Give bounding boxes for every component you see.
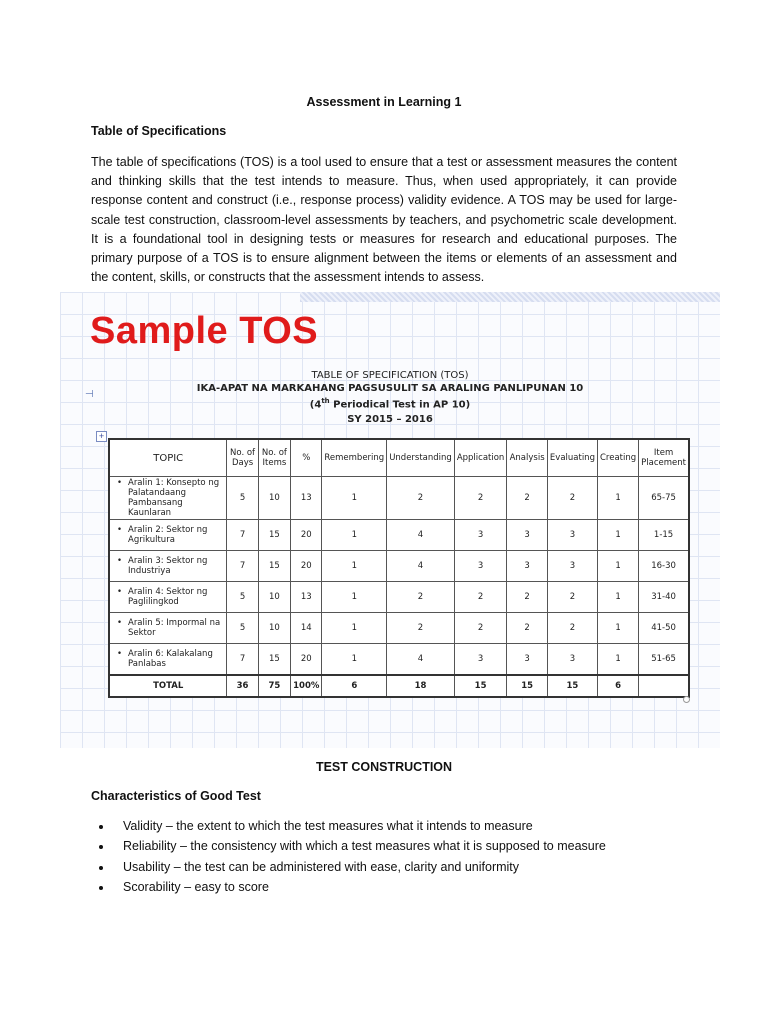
value-cell: 1: [322, 613, 387, 644]
value-cell: 1: [597, 582, 638, 613]
value-cell: 16-30: [639, 551, 689, 582]
value-cell: 15: [258, 520, 290, 551]
value-cell: 2: [387, 613, 455, 644]
section-title-tos: Table of Specifications: [91, 124, 227, 138]
value-cell: 1: [322, 477, 387, 520]
characteristics-list: [91, 816, 606, 897]
table-move-handle-icon[interactable]: +: [96, 431, 107, 442]
table-row: [109, 477, 689, 520]
value-cell: 13: [291, 477, 322, 520]
test-construction-title: TEST CONSTRUCTION: [315, 760, 453, 774]
value-cell: 5: [227, 477, 258, 520]
table-subtitle: IKA-APAT NA MARKAHANG PAGSUSULIT SA ARALING PANLIPUNAN 10: [196, 383, 584, 394]
value-cell: 7: [227, 551, 258, 582]
table-header-row: [109, 439, 689, 477]
value-cell: 1: [322, 644, 387, 676]
total-cell: 18: [387, 675, 455, 697]
value-cell: 1: [322, 582, 387, 613]
value-cell: 41-50: [639, 613, 689, 644]
image-resize-handle[interactable]: [683, 696, 690, 703]
topic-cell: • Aralin 2: Sektor ng Agrikultura: [109, 520, 227, 551]
total-cell: 15: [547, 675, 597, 697]
value-cell: 1: [597, 613, 638, 644]
total-cell: [639, 675, 689, 697]
value-cell: 2: [507, 477, 548, 520]
tos-paragraph: The table of specifications (TOS) is a tool used to ensure that a test or assessment measures the content and thinking skills that the test intends to measure. Thus, when used appropriately, it can provide response content and construct (i.e., response process) validity evidence. A TOS may be used for large-scale test construction, classroom-level assessments by teachers, and psychometric scale development. It is a foundational tool in designing tests or measures for research and educational purposes. The primary purpose of a TOS is to ensure alignment between the items or elements of an assessment and the content, skills, or constructs that the assessment intends to assess.: [91, 155, 677, 285]
table-row: [109, 551, 689, 582]
table-subtitle-2: [60, 397, 720, 410]
value-cell: 2: [454, 477, 507, 520]
total-cell: 36: [227, 675, 258, 697]
total-cell: 100%: [291, 675, 322, 697]
sample-tos-image: [60, 292, 720, 748]
value-cell: 3: [454, 520, 507, 551]
anchor-icon: ⊣: [85, 389, 94, 400]
value-cell: 4: [387, 520, 455, 551]
value-cell: 15: [258, 644, 290, 676]
image-top-bar: [300, 292, 720, 302]
value-cell: 4: [387, 644, 455, 676]
value-cell: 7: [227, 520, 258, 551]
subtitle-2-sup: th: [321, 397, 330, 405]
value-cell: 31-40: [639, 582, 689, 613]
value-cell: 3: [507, 551, 548, 582]
topic-cell: • Aralin 5: Impormal na Sektor: [109, 613, 227, 644]
value-cell: 2: [507, 613, 548, 644]
col-header: No. of Days: [227, 439, 258, 477]
col-header: Creating: [597, 439, 638, 477]
value-cell: 7: [227, 644, 258, 676]
value-cell: 3: [547, 551, 597, 582]
value-cell: 2: [454, 613, 507, 644]
topic-cell: • Aralin 6: Kalakalang Panlabas: [109, 644, 227, 676]
tos-table: [108, 438, 690, 698]
value-cell: 20: [291, 644, 322, 676]
value-cell: 3: [507, 644, 548, 676]
page-title: Assessment in Learning 1: [306, 95, 462, 109]
table-title: TABLE OF SPECIFICATION (TOS): [311, 370, 469, 381]
total-cell: 6: [322, 675, 387, 697]
table-row: [109, 644, 689, 676]
table-total-row: [109, 675, 689, 697]
col-header: No. of Items: [258, 439, 290, 477]
list-item: • Reliability – the consistency with which a test measures what it is supposed to measure: [113, 836, 606, 856]
value-cell: 13: [291, 582, 322, 613]
value-cell: 5: [227, 613, 258, 644]
total-label: TOTAL: [109, 675, 227, 697]
col-header: Item Placement: [639, 439, 689, 477]
table-row: [109, 582, 689, 613]
value-cell: 2: [387, 582, 455, 613]
col-header: Remembering: [322, 439, 387, 477]
value-cell: 1: [597, 644, 638, 676]
characteristics-title: Characteristics of Good Test: [91, 789, 261, 803]
value-cell: 1: [597, 477, 638, 520]
value-cell: 2: [547, 477, 597, 520]
topic-cell: • Aralin 3: Sektor ng Industriya: [109, 551, 227, 582]
col-header: Understanding: [387, 439, 455, 477]
list-item: • Usability – the test can be administered with ease, clarity and uniformity: [113, 857, 606, 877]
total-cell: 15: [507, 675, 548, 697]
value-cell: 2: [454, 582, 507, 613]
value-cell: 20: [291, 520, 322, 551]
col-header: Application: [454, 439, 507, 477]
value-cell: 3: [454, 551, 507, 582]
subtitle-2-post: Periodical Test in AP 10): [329, 399, 471, 411]
value-cell: 1: [322, 551, 387, 582]
value-cell: 10: [258, 582, 290, 613]
value-cell: 3: [547, 644, 597, 676]
value-cell: 1-15: [639, 520, 689, 551]
col-header: Evaluating: [547, 439, 597, 477]
total-cell: 15: [454, 675, 507, 697]
col-header: TOPIC: [109, 439, 227, 477]
value-cell: 1: [597, 520, 638, 551]
value-cell: 2: [507, 582, 548, 613]
value-cell: 10: [258, 477, 290, 520]
school-year: SY 2015 – 2016: [347, 414, 433, 425]
value-cell: 5: [227, 582, 258, 613]
value-cell: 51-65: [639, 644, 689, 676]
value-cell: 2: [547, 613, 597, 644]
value-cell: 14: [291, 613, 322, 644]
topic-cell: • Aralin 1: Konsepto ng Palatandaang Pambansang Kaunlaran: [109, 477, 227, 520]
sample-tos-heading: Sample TOS: [90, 310, 319, 352]
value-cell: 3: [454, 644, 507, 676]
value-cell: 3: [547, 520, 597, 551]
value-cell: 1: [597, 551, 638, 582]
value-cell: 3: [507, 520, 548, 551]
total-cell: 75: [258, 675, 290, 697]
value-cell: 2: [547, 582, 597, 613]
total-cell: 6: [597, 675, 638, 697]
value-cell: 20: [291, 551, 322, 582]
list-item: • Validity – the extent to which the test measures what it intends to measure: [113, 816, 606, 836]
value-cell: 2: [387, 477, 455, 520]
value-cell: 10: [258, 613, 290, 644]
table-row: [109, 520, 689, 551]
list-item: • Scorability – easy to score: [113, 877, 606, 897]
subtitle-2-pre: (4: [309, 399, 322, 411]
table-row: [109, 613, 689, 644]
value-cell: 4: [387, 551, 455, 582]
value-cell: 65-75: [639, 477, 689, 520]
col-header: %: [291, 439, 322, 477]
col-header: Analysis: [507, 439, 548, 477]
topic-cell: • Aralin 4: Sektor ng Paglilingkod: [109, 582, 227, 613]
value-cell: 1: [322, 520, 387, 551]
value-cell: 15: [258, 551, 290, 582]
